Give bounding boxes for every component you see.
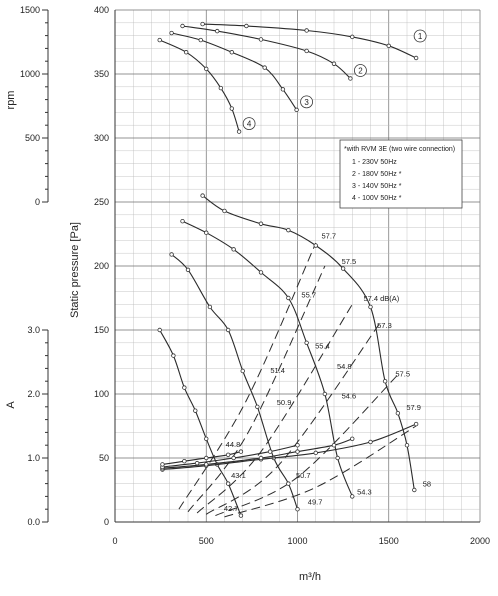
rpm-tick-label: 1500 bbox=[19, 5, 40, 15]
current-point-2 bbox=[296, 450, 300, 454]
rpm-point-2 bbox=[215, 29, 219, 33]
rpm-point-1 bbox=[414, 56, 418, 60]
current-point-3 bbox=[296, 443, 300, 447]
pressure-point-4 bbox=[194, 409, 198, 413]
rpm-point-4 bbox=[158, 38, 162, 42]
current-point-1 bbox=[314, 451, 318, 455]
current-axis-label: A bbox=[5, 401, 17, 409]
legend-item-2: 2 - 180V 50Hz * bbox=[352, 171, 402, 178]
pressure-point-1 bbox=[383, 379, 387, 383]
pressure-point-3 bbox=[226, 328, 230, 332]
pressure-tick-label: 350 bbox=[93, 69, 109, 79]
sound-level-label: 50.7 bbox=[295, 470, 311, 480]
rpm-point-1 bbox=[387, 44, 391, 48]
pressure-point-2 bbox=[232, 248, 236, 252]
sound-level-label: 57.4 dB(A) bbox=[363, 294, 400, 304]
current-point-2 bbox=[204, 463, 208, 467]
pressure-point-2 bbox=[287, 296, 291, 300]
current-point-4 bbox=[183, 459, 187, 463]
sound-level-label: 51.4 bbox=[270, 365, 285, 375]
rpm-point-3 bbox=[170, 31, 174, 35]
current-point-3 bbox=[195, 461, 199, 465]
performance-curves bbox=[158, 22, 418, 517]
curve-id-label: 2 bbox=[358, 66, 363, 76]
rpm-point-1 bbox=[201, 22, 205, 26]
pressure-curve-4 bbox=[160, 330, 241, 516]
rpm-point-1 bbox=[245, 24, 249, 28]
rpm-point-1 bbox=[305, 29, 309, 33]
pressure-point-3 bbox=[170, 253, 174, 257]
x-tick-label: 1000 bbox=[287, 536, 308, 546]
rpm-point-2 bbox=[305, 49, 309, 53]
sound-level-label: 57.7 bbox=[321, 231, 337, 241]
rpm-point-2 bbox=[332, 62, 336, 66]
x-tick-label: 2000 bbox=[469, 536, 491, 546]
x-tick-label: 1500 bbox=[378, 536, 399, 546]
sound-level-label: 50.9 bbox=[276, 397, 292, 407]
rpm-tick-label: 1000 bbox=[19, 69, 40, 79]
rpm-point-1 bbox=[350, 35, 354, 39]
pressure-point-2 bbox=[259, 271, 263, 275]
pressure-point-1 bbox=[201, 194, 205, 198]
pressure-point-4 bbox=[183, 386, 187, 390]
sound-level-line bbox=[197, 304, 352, 513]
sound-level-label: 55.4 bbox=[315, 341, 330, 351]
pressure-point-4 bbox=[172, 354, 176, 358]
pressure-point-3 bbox=[241, 369, 245, 373]
current-tick-label: 2.0 bbox=[27, 389, 40, 399]
current-point-4 bbox=[239, 450, 243, 454]
sound-level-label: 54.8 bbox=[337, 361, 352, 371]
pressure-point-3 bbox=[256, 405, 260, 409]
pressure-point-2 bbox=[181, 219, 185, 223]
pressure-tick-label: 0 bbox=[103, 517, 109, 527]
rpm-tick-label: 0 bbox=[34, 197, 40, 207]
pressure-point-4 bbox=[239, 514, 243, 518]
sound-level-label: 54.3 bbox=[357, 487, 372, 497]
current-point-3 bbox=[268, 450, 272, 454]
sound-level-label: 43.1 bbox=[231, 470, 246, 480]
legend-title: *with RVM 3E (two wire connection) bbox=[344, 146, 456, 153]
pressure-point-2 bbox=[336, 456, 340, 460]
current-point-4 bbox=[226, 453, 230, 457]
current-point-1 bbox=[414, 422, 418, 426]
pressure-point-2 bbox=[204, 231, 208, 235]
x-tick-label: 500 bbox=[198, 536, 214, 546]
current-tick-label: 0.0 bbox=[27, 517, 40, 527]
sound-level-label: 54.6 bbox=[341, 391, 357, 401]
pressure-point-2 bbox=[350, 495, 354, 499]
pressure-tick-label: 400 bbox=[93, 5, 109, 15]
rpm-point-2 bbox=[181, 24, 185, 28]
rpm-point-4 bbox=[204, 67, 208, 71]
pressure-point-2 bbox=[305, 341, 309, 345]
legend bbox=[340, 140, 462, 208]
pressure-tick-label: 150 bbox=[93, 325, 109, 335]
current-tick-label: 3.0 bbox=[27, 325, 40, 335]
rpm-curve-3 bbox=[172, 33, 297, 110]
pressure-curve-2 bbox=[183, 221, 353, 496]
pressure-point-4 bbox=[158, 328, 162, 332]
current-point-4 bbox=[204, 456, 208, 460]
current-point-1 bbox=[369, 440, 373, 444]
rpm-curve-4 bbox=[160, 40, 239, 132]
pressure-tick-label: 200 bbox=[93, 261, 109, 271]
pressure-point-1 bbox=[369, 305, 373, 309]
pressure-point-1 bbox=[259, 222, 263, 226]
sound-level-label: 58 bbox=[422, 479, 432, 489]
current-point-3 bbox=[232, 456, 236, 460]
pressure-tick-label: 300 bbox=[93, 133, 109, 143]
pressure-point-3 bbox=[186, 268, 190, 272]
rpm-point-4 bbox=[230, 107, 234, 111]
pressure-tick-label: 250 bbox=[93, 197, 109, 207]
rpm-point-2 bbox=[349, 77, 353, 81]
rpm-tick-label: 500 bbox=[24, 133, 40, 143]
rpm-axis-label: rpm bbox=[5, 90, 17, 110]
current-point-2 bbox=[259, 456, 263, 460]
sound-level-label: 57.3 bbox=[377, 321, 392, 330]
current-point-2 bbox=[350, 437, 354, 441]
sound-level-label: 49.7 bbox=[307, 497, 323, 507]
pressure-point-3 bbox=[208, 305, 212, 309]
annotation-layer bbox=[224, 30, 431, 513]
pressure-point-3 bbox=[296, 507, 300, 511]
pressure-point-1 bbox=[341, 267, 345, 271]
curve-id-label: 3 bbox=[304, 97, 309, 107]
rpm-point-3 bbox=[230, 50, 234, 54]
rpm-point-2 bbox=[259, 38, 263, 42]
sound-level-line bbox=[206, 324, 379, 515]
pressure-point-4 bbox=[204, 437, 208, 441]
current-point-4 bbox=[161, 463, 165, 467]
curve-id-label: 1 bbox=[417, 32, 423, 41]
pressure-tick-label: 50 bbox=[98, 453, 109, 463]
legend-item-4: 4 - 100V 50Hz * bbox=[352, 195, 402, 202]
current-tick-label: 1.0 bbox=[27, 453, 40, 463]
curve-id-label: 4 bbox=[246, 119, 252, 129]
pressure-point-1 bbox=[287, 228, 291, 232]
sound-level-label: 57.5 bbox=[395, 369, 411, 379]
sound-level-label: 57.5 bbox=[341, 257, 357, 266]
pressure-point-3 bbox=[287, 482, 291, 486]
rpm-point-3 bbox=[295, 108, 299, 112]
pressure-point-1 bbox=[405, 443, 409, 447]
sound-level-label: 55.7 bbox=[301, 290, 317, 300]
rpm-point-3 bbox=[263, 66, 267, 70]
legend-item-3: 3 - 140V 50Hz * bbox=[352, 183, 402, 190]
x-tick-label: 0 bbox=[112, 536, 118, 546]
sound-level-label: 44.8 bbox=[225, 440, 241, 450]
x-axis-label: m³/h bbox=[299, 571, 321, 583]
legend-item-1: 1 - 230V 50Hz bbox=[352, 159, 397, 166]
rpm-point-3 bbox=[199, 38, 203, 42]
pressure-point-1 bbox=[413, 488, 417, 492]
pressure-point-1 bbox=[314, 244, 318, 248]
rpm-point-4 bbox=[237, 130, 241, 134]
pressure-tick-label: 100 bbox=[93, 389, 109, 399]
current-point-2 bbox=[332, 443, 336, 447]
sound-level-label: 57.9 bbox=[406, 402, 421, 412]
pressure-point-2 bbox=[323, 392, 327, 396]
pressure-axis-label: Static pressure [Pa] bbox=[69, 222, 81, 318]
axes-layer bbox=[20, 5, 490, 546]
pressure-point-1 bbox=[223, 209, 227, 213]
rpm-point-3 bbox=[281, 88, 285, 92]
rpm-point-4 bbox=[184, 50, 188, 54]
sound-level-line bbox=[179, 243, 316, 509]
pressure-point-1 bbox=[396, 411, 400, 415]
sound-level-label: 42.7 bbox=[223, 504, 239, 514]
rpm-point-4 bbox=[219, 86, 223, 90]
pressure-point-4 bbox=[226, 482, 230, 486]
